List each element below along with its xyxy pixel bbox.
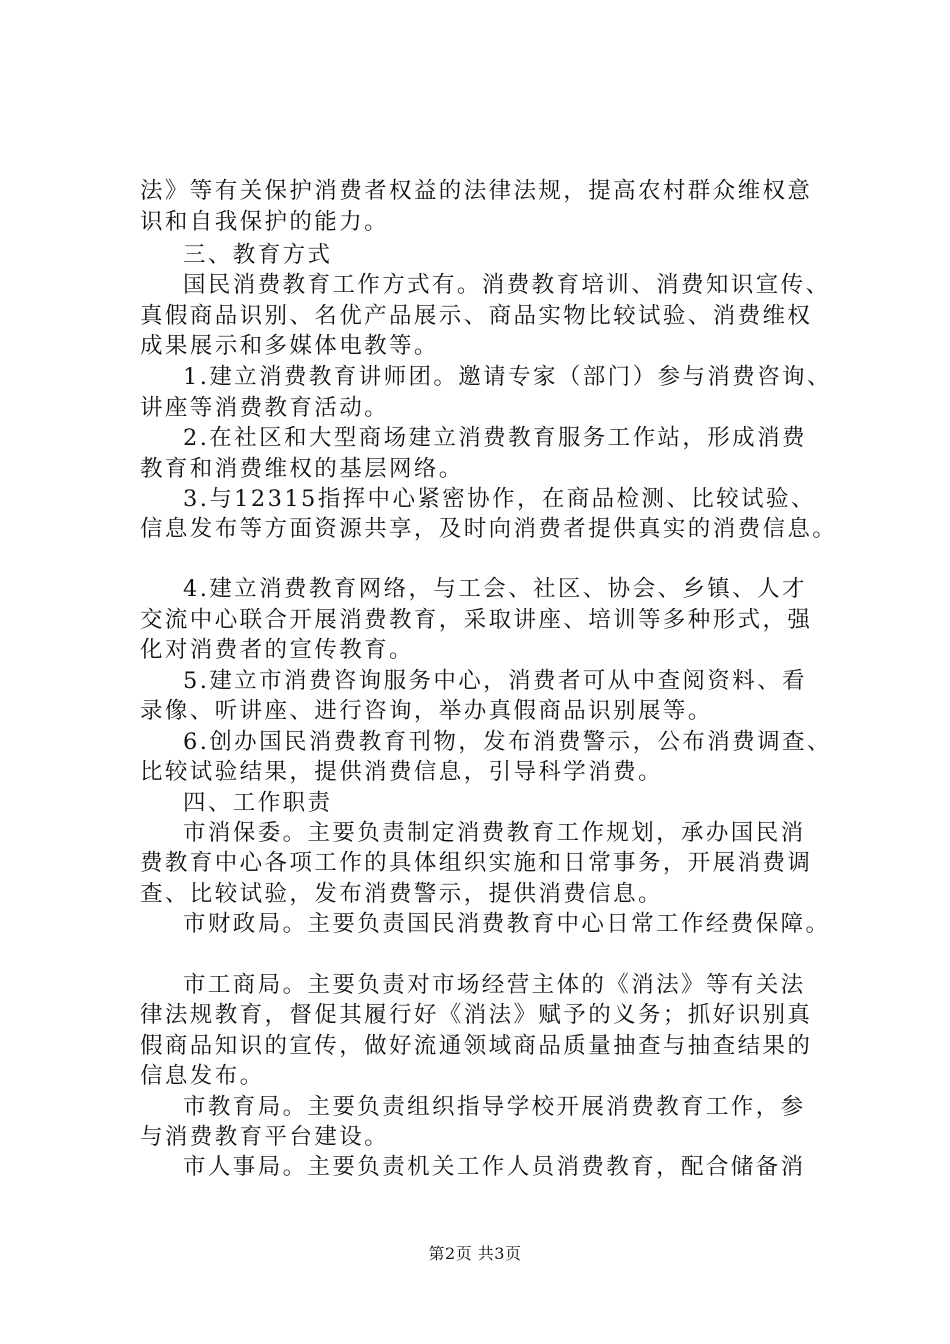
text-line: 市教育局。主要负责组织指导学校开展消费教育工作，参: [183, 1094, 806, 1120]
text-line: 市消保委。主要负责制定消费教育工作规划，承办国民消: [183, 820, 806, 846]
text-line: 信息发布。: [140, 1063, 265, 1089]
text-line: 成果展示和多媒体电教等。: [140, 333, 439, 359]
text-line: 市人事局。主要负责机关工作人员消费教育，配合储备消: [183, 1154, 806, 1180]
list-item: 3.与12315指挥中心紧密协作，在商品检测、比较试验、: [183, 486, 816, 512]
text-line: 与消费教育平台建设。: [140, 1124, 390, 1150]
page-number-footer: 第2页 共3页: [428, 1244, 522, 1263]
list-item: 5.建立市消费咨询服务中心，消费者可从中查阅资料、看: [183, 668, 807, 694]
text-line: 比较试验结果，提供消费信息，引导科学消费。: [140, 759, 663, 785]
text-line: 信息发布等方面资源共享，及时向消费者提供真实的消费信息。: [140, 516, 838, 542]
list-item: 6.创办国民消费教育刊物，发布消费警示，公布消费调查、: [183, 729, 832, 755]
text-line: 律法规教育，督促其履行好《消法》赋予的义务；抓好识别真: [140, 1002, 813, 1028]
text-line: 法》等有关保护消费者权益的法律法规，提高农村群众维权意: [140, 178, 813, 204]
text-line: 录像、听讲座、进行咨询，举办真假商品识别展等。: [140, 698, 713, 724]
text-line: 交流中心联合开展消费教育，采取讲座、培训等多种形式，强: [140, 607, 813, 633]
text-line: 化对消费者的宣传教育。: [140, 637, 414, 663]
text-line: 识和自我保护的能力。: [140, 209, 390, 235]
list-item: 4.建立消费教育网络，与工会、社区、协会、乡镇、人才: [183, 576, 807, 602]
text-line: 市工商局。主要负责对市场经营主体的《消法》等有关法: [183, 972, 806, 998]
text-line: 查、比较试验，发布消费警示，提供消费信息。: [140, 881, 663, 907]
text-line: 教育和消费维权的基层网络。: [140, 456, 464, 482]
text-line: 市财政局。主要负责国民消费教育中心日常工作经费保障。: [183, 911, 831, 937]
text-line: 费教育中心各项工作的具体组织实施和日常事务，开展消费调: [140, 850, 813, 876]
list-item: 2.在社区和大型商场建立消费教育服务工作站，形成消费: [183, 425, 807, 451]
text-line: 国民消费教育工作方式有。消费教育培训、消费知识宣传、: [183, 272, 831, 298]
section-heading: 三、教育方式: [183, 242, 333, 268]
text-line: 真假商品识别、名优产品展示、商品实物比较试验、消费维权: [140, 303, 813, 329]
text-line: 讲座等消费教育活动。: [140, 395, 390, 421]
section-heading: 四、工作职责: [183, 790, 333, 816]
text-line: 假商品知识的宣传，做好流通领域商品质量抽查与抽查结果的: [140, 1033, 813, 1059]
list-item: 1.建立消费教育讲师团。邀请专家（部门）参与消费咨询、: [183, 364, 832, 390]
